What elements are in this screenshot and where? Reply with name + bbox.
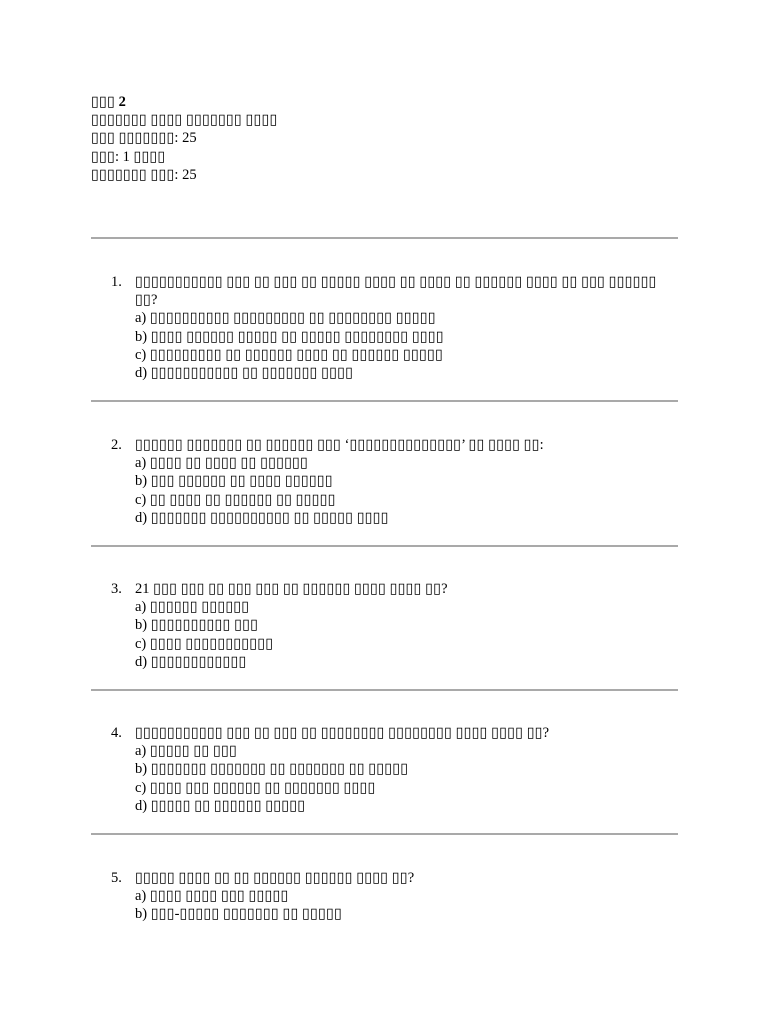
divider — [91, 400, 678, 402]
answer-option: c) ▯▯▯▯▯▯▯▯▯ ▯▯ ▯▯▯▯▯▯ ▯▯▯▯ ▯▯ ▯▯▯▯▯▯ ▯▯▯▯▯ — [135, 346, 443, 363]
answer-option: b) ▯▯▯-▯▯▯▯▯ ▯▯▯▯▯▯▯ ▯▯ ▯▯▯▯▯ — [135, 906, 342, 923]
question-number: 1. — [111, 274, 122, 290]
question-number: 5. — [111, 870, 122, 886]
answer-option: b) ▯▯▯▯ ▯▯▯▯▯▯ ▯▯▯▯▯ ▯▯ ▯▯▯▯▯ ▯▯▯▯▯▯▯▯ ▯▯▯▯ — [135, 328, 444, 345]
exam-header — [91, 93, 277, 184]
answer-option: a) ▯▯▯▯ ▯▯ ▯▯▯▯ ▯▯ ▯▯▯▯▯▯ — [135, 455, 309, 472]
paper-subtitle: ▯▯▯▯▯▯▯ ▯▯▯▯ ▯▯▯▯▯▯▯ ▯▯▯▯ — [91, 112, 278, 129]
answer-option: a) ▯▯▯▯▯▯▯▯▯▯ ▯▯▯▯▯▯▯▯▯ ▯▯ ▯▯▯▯▯▯▯▯ ▯▯▯▯▯ — [135, 310, 436, 327]
answer-options — [111, 454, 671, 527]
answer-options — [111, 309, 671, 382]
question-text: 21 ▯▯▯ ▯▯▯ ▯▯ ▯▯▯ ▯▯▯ ▯▯ ▯▯▯▯▯▯ ▯▯▯▯ ▯▯▯▯ ▯▯? — [135, 581, 448, 597]
maximum-marks: ▯▯▯▯▯▯▯ ▯▯▯: 25 — [91, 166, 197, 183]
question-text: ▯▯▯▯▯▯ ▯▯▯▯▯▯▯ ▯▯ ▯▯▯▯▯▯ ▯▯▯ ‘▯▯▯▯▯▯▯▯▯▯▯▯▯▯’ ▯▯ ▯▯▯▯ ▯▯: — [135, 437, 544, 453]
answer-option: c) ▯▯ ▯▯▯▯ ▯▯ ▯▯▯▯▯▯ ▯▯ ▯▯▯▯▯ — [135, 491, 336, 508]
question-text: ▯▯▯▯▯▯▯▯▯▯▯ ▯▯▯ ▯▯ ▯▯▯ ▯▯ ▯▯▯▯▯ ▯▯▯▯ ▯▯ ▯▯▯▯ ▯▯ ▯▯▯▯▯▯ ▯▯▯▯ ▯▯ ▯▯▯ ▯▯▯▯▯▯ ▯▯? — [135, 274, 657, 309]
question-item — [111, 273, 671, 382]
question-text: ▯▯▯▯▯▯▯▯▯▯▯ ▯▯▯ ▯▯ ▯▯▯ ▯▯ ▯▯▯▯▯▯▯▯ ▯▯▯▯▯▯▯▯ ▯▯▯▯ ▯▯▯▯ ▯▯? — [135, 725, 550, 741]
answer-option: c) ▯▯▯▯ ▯▯▯▯▯▯▯▯▯▯▯ — [135, 635, 274, 652]
answer-options — [111, 598, 671, 671]
divider — [91, 237, 678, 239]
question-item — [111, 436, 671, 527]
time-allowed: ▯▯▯: 1 ▯▯▯▯ — [91, 148, 166, 165]
answer-option: b) ▯▯▯ ▯▯▯▯▯▯ ▯▯ ▯▯▯▯ ▯▯▯▯▯▯ — [135, 473, 333, 490]
divider — [91, 545, 678, 547]
paper-title: ▯▯▯ 2 — [91, 94, 126, 110]
question-item — [111, 724, 671, 815]
answer-option: a) ▯▯▯▯▯▯ ▯▯▯▯▯▯ — [135, 599, 250, 616]
answer-option: d) ▯▯▯▯▯▯▯▯▯▯▯▯ — [135, 653, 247, 670]
answer-option: b) ▯▯▯▯▯▯▯▯▯▯ ▯▯▯ — [135, 617, 259, 634]
question-number: 2. — [111, 437, 122, 453]
answer-option: b) ▯▯▯▯▯▯▯ ▯▯▯▯▯▯▯ ▯▯ ▯▯▯▯▯▯▯ ▯▯ ▯▯▯▯▯ — [135, 761, 409, 778]
answer-option: d) ▯▯▯▯▯ ▯▯ ▯▯▯▯▯▯ ▯▯▯▯▯ — [135, 797, 306, 814]
question-number: 4. — [111, 725, 122, 741]
total-questions: ▯▯▯ ▯▯▯▯▯▯▯: 25 — [91, 130, 197, 147]
question-number: 3. — [111, 581, 122, 597]
question-text: ▯▯▯▯▯ ▯▯▯▯ ▯▯ ▯▯ ▯▯▯▯▯▯ ▯▯▯▯▯▯ ▯▯▯▯ ▯▯? — [135, 870, 415, 886]
question-item — [111, 869, 671, 924]
divider — [91, 689, 678, 691]
answer-option: c) ▯▯▯▯ ▯▯▯ ▯▯▯▯▯▯ ▯▯ ▯▯▯▯▯▯▯ ▯▯▯▯ — [135, 779, 376, 796]
answer-option: a) ▯▯▯▯▯ ▯▯ ▯▯▯ — [135, 743, 237, 760]
divider — [91, 833, 678, 835]
answer-option: a) ▯▯▯▯ ▯▯▯▯ ▯▯▯ ▯▯▯▯▯ — [135, 888, 289, 905]
answer-option: d) ▯▯▯▯▯▯▯▯▯▯▯ ▯▯ ▯▯▯▯▯▯▯ ▯▯▯▯ — [135, 365, 354, 382]
answer-option: d) ▯▯▯▯▯▯▯ ▯▯▯▯▯▯▯▯▯▯ ▯▯ ▯▯▯▯▯ ▯▯▯▯ — [135, 509, 389, 526]
answer-options — [111, 742, 671, 815]
answer-options — [111, 887, 671, 923]
question-item — [111, 580, 671, 671]
